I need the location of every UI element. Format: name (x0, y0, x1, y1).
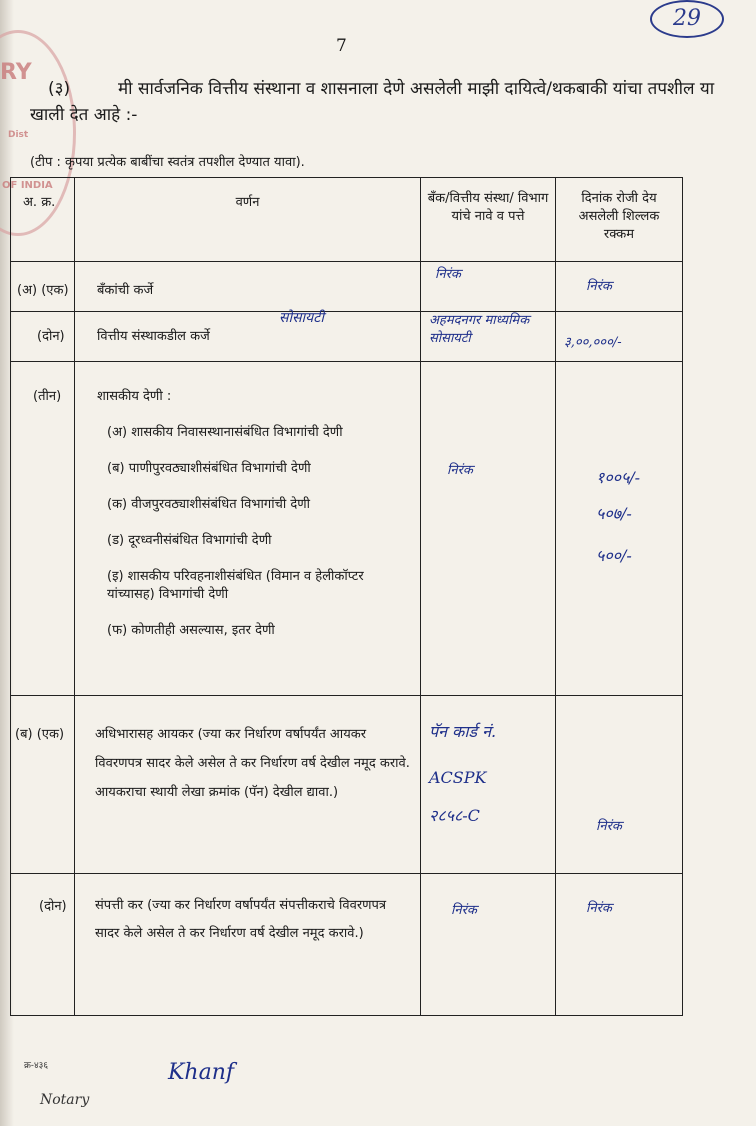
cell-description (75, 362, 421, 696)
heading-number: (३) (48, 79, 71, 99)
balance-value: ५०७/- (596, 504, 632, 523)
cell-description: अधिभारासह आयकर (ज्या कर निर्धारण वर्षापर्यंत आयकर विवरणपत्र सादर केले असेल ते कर निर्धारण वर्ष देखील नमूद करावे. आयकराचा स्थायी लेखा क्रमांक (पॅन) देखील द्यावा.) (75, 696, 421, 874)
cell-balance: निरंक (556, 262, 683, 312)
cell-description: बँकांची कर्जे (75, 262, 421, 312)
table-header-row (11, 178, 683, 262)
note-text: (टीप : कृपया प्रत्येक बाबींचा स्वतंत्र तपशील देण्यात यावा). (30, 155, 305, 170)
header-serial: अ. क्र. (11, 178, 75, 262)
description-heading: शासकीय देणी : (97, 389, 172, 404)
stamp-text: RY (0, 60, 32, 85)
cell-serial: (तीन) (11, 362, 75, 696)
section-heading (30, 76, 730, 128)
pan-value-line1: ACSPK (429, 768, 487, 787)
page-number: 7 (336, 36, 347, 56)
cell-bank (421, 696, 556, 874)
list-item: (ड) दूरध्वनीसंबंधित विभागांची देणी (107, 533, 272, 548)
table-row (11, 312, 683, 362)
list-item: (इ) शासकीय परिवहनाशीसंबंधित (विमान व हेलीकॉप्टर यांच्यासह) विभागांची देणी (107, 569, 364, 602)
cell-balances (556, 362, 683, 696)
cell-serial: (अ) (एक) (11, 262, 75, 312)
corner-page-number: 29 (650, 0, 724, 38)
cell-serial: (ब) (एक) (11, 696, 75, 874)
table-row (11, 696, 683, 874)
header-description: वर्णन (75, 178, 421, 262)
cell-serial: (दोन) (11, 312, 75, 362)
cell-balance: निरंक (556, 696, 683, 874)
pan-label: पॅन कार्ड नं. (429, 722, 497, 741)
balance-value: ५००/- (596, 546, 632, 565)
notary-signature: Notary (40, 1092, 90, 1108)
cell-bank: निरंक (421, 362, 556, 696)
signature: Khanf (168, 1060, 235, 1085)
header-bank: बँक/वित्तीय संस्था/ विभाग यांचे नावे व पत्ते (421, 178, 556, 262)
table-row (11, 362, 683, 696)
liabilities-table (10, 177, 683, 1016)
cell-serial: (दोन) (11, 874, 75, 1016)
description-text: वित्तीय संस्थाकडील कर्जे (97, 329, 210, 344)
list-item: (ब) पाणीपुरवठ्याशीसंबंधित विभागांची देणी (107, 461, 311, 476)
seal-label: क्र-४३६ (24, 1061, 48, 1071)
cell-balance: ३,००,०००/- (556, 312, 683, 362)
cell-bank: अहमदनगर माध्यमिक सोसायटी (421, 312, 556, 362)
stamp-region: OF INDIA (2, 180, 53, 191)
cell-description (75, 312, 421, 362)
balance-value: १००५/- (596, 468, 641, 487)
stamp-district: Dist (8, 130, 29, 140)
header-balance: दिनांक रोजी देय असलेली शिल्लक रक्कम (556, 178, 683, 262)
cell-description: संपत्ती कर (ज्या कर निर्धारण वर्षापर्यंत संपत्तीकराचे विवरणपत्र सादर केले असेल ते कर निर्धारण वर्ष देखील नमूद करावे.) (75, 874, 421, 1016)
list-item: (फ) कोणतीही असल्यास, इतर देणी (107, 623, 275, 638)
cell-bank: निरंक (421, 262, 556, 312)
margin-note: सोसायटी (279, 310, 324, 326)
cell-bank: निरंक (421, 874, 556, 1016)
table-row (11, 262, 683, 312)
pan-value-line2: २८५८-C (429, 806, 480, 825)
list-item: (अ) शासकीय निवासस्थानासंबंधित विभागांची देणी (107, 425, 343, 440)
list-item: (क) वीजपुरवठ्याशीसंबंधित विभागांची देणी (107, 497, 311, 512)
table-row (11, 874, 683, 1016)
cell-balance: निरंक (556, 874, 683, 1016)
heading-text: मी सार्वजनिक वित्तीय संस्थाना व शासनाला देणे असलेली माझी दायित्वे/थकबाकी यांचा तपशील या खाली देत आहे :- (30, 79, 715, 125)
